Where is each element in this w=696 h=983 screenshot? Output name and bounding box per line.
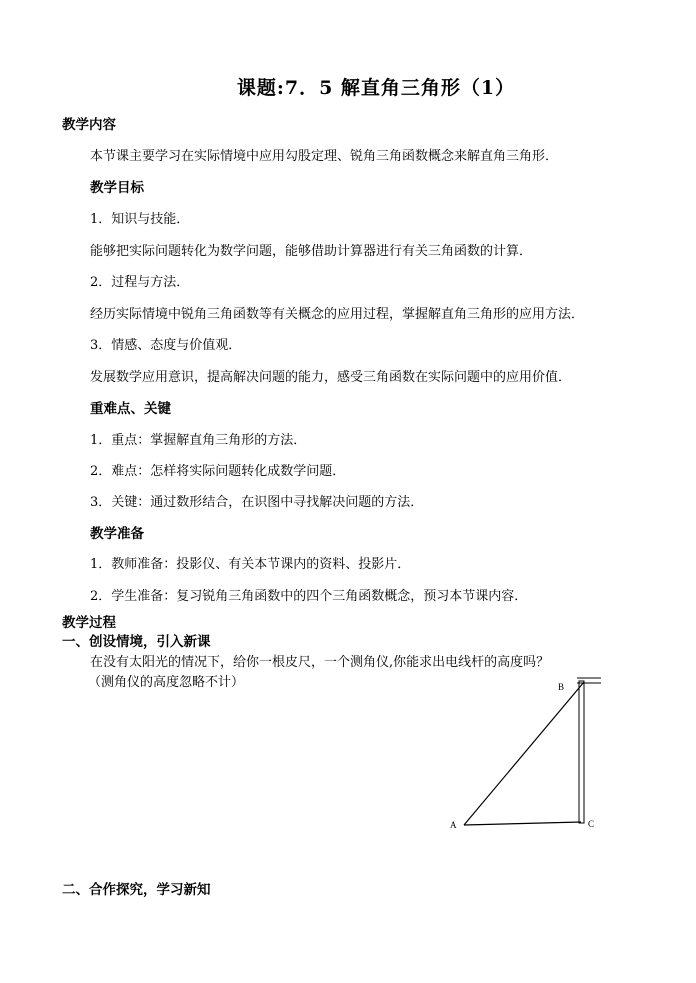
prep-1: 1．教师准备：投影仪、有关本节课内的资料、投影片．	[90, 557, 411, 572]
content-text: 本节课主要学习在实际情境中应用勾股定理、锐角三角函数概念来解直角三角形．	[90, 149, 559, 164]
utility-pole	[579, 681, 584, 823]
goals-heading: 教学目标	[90, 180, 144, 196]
process-heading: 教学过程	[62, 615, 116, 631]
keys-heading: 重难点、关键	[90, 401, 171, 417]
content-heading: 教学内容	[62, 117, 116, 133]
section-2-heading: 二、合作探究，学习新知	[62, 882, 211, 898]
triangle-diagram	[440, 668, 620, 838]
line-ab	[464, 682, 584, 825]
goal-2-title: 2．过程与方法．	[90, 275, 190, 290]
question-text: 在没有太阳光的情况下，给你一根皮尺，一个测角仪,你能求出电线杆的高度吗？	[90, 655, 550, 670]
line-ac	[464, 822, 581, 825]
goal-3-text: 发展数学应用意识，提高解决问题的能力，感受三角函数在实际问题中的应用价值．	[90, 370, 572, 385]
prep-heading: 教学准备	[90, 526, 144, 542]
label-a: A	[450, 820, 457, 830]
goal-1-text: 能够把实际问题转化为数学问题，能够借助计算器进行有关三角函数的计算．	[90, 244, 533, 259]
key-3: 3．关键：通过数形结合，在识图中寻找解决问题的方法．	[90, 495, 424, 510]
section-1-heading: 一、创设情境，引入新课	[62, 634, 211, 650]
goal-3-title: 3．情感、态度与价值观．	[90, 338, 242, 353]
label-b: B	[558, 682, 565, 692]
key-1: 1．重点：掌握解直角三角形的方法．	[90, 433, 307, 448]
label-c: C	[588, 819, 595, 829]
goal-1-title: 1．知识与技能．	[90, 212, 190, 227]
page-title: 课题:7．5 解直角三角形（1）	[236, 77, 516, 99]
key-2: 2．难点：怎样将实际问题转化成数学问题．	[90, 464, 346, 479]
note-text: （测角仪的高度忽略不计）	[88, 675, 245, 690]
prep-2: 2．学生准备：复习锐角三角函数中的四个三角函数概念，预习本节课内容．	[90, 589, 528, 604]
goal-2-text: 经历实际情境中锐角三角函数等有关概念的应用过程，掌握解直角三角形的应用方法．	[90, 307, 585, 322]
